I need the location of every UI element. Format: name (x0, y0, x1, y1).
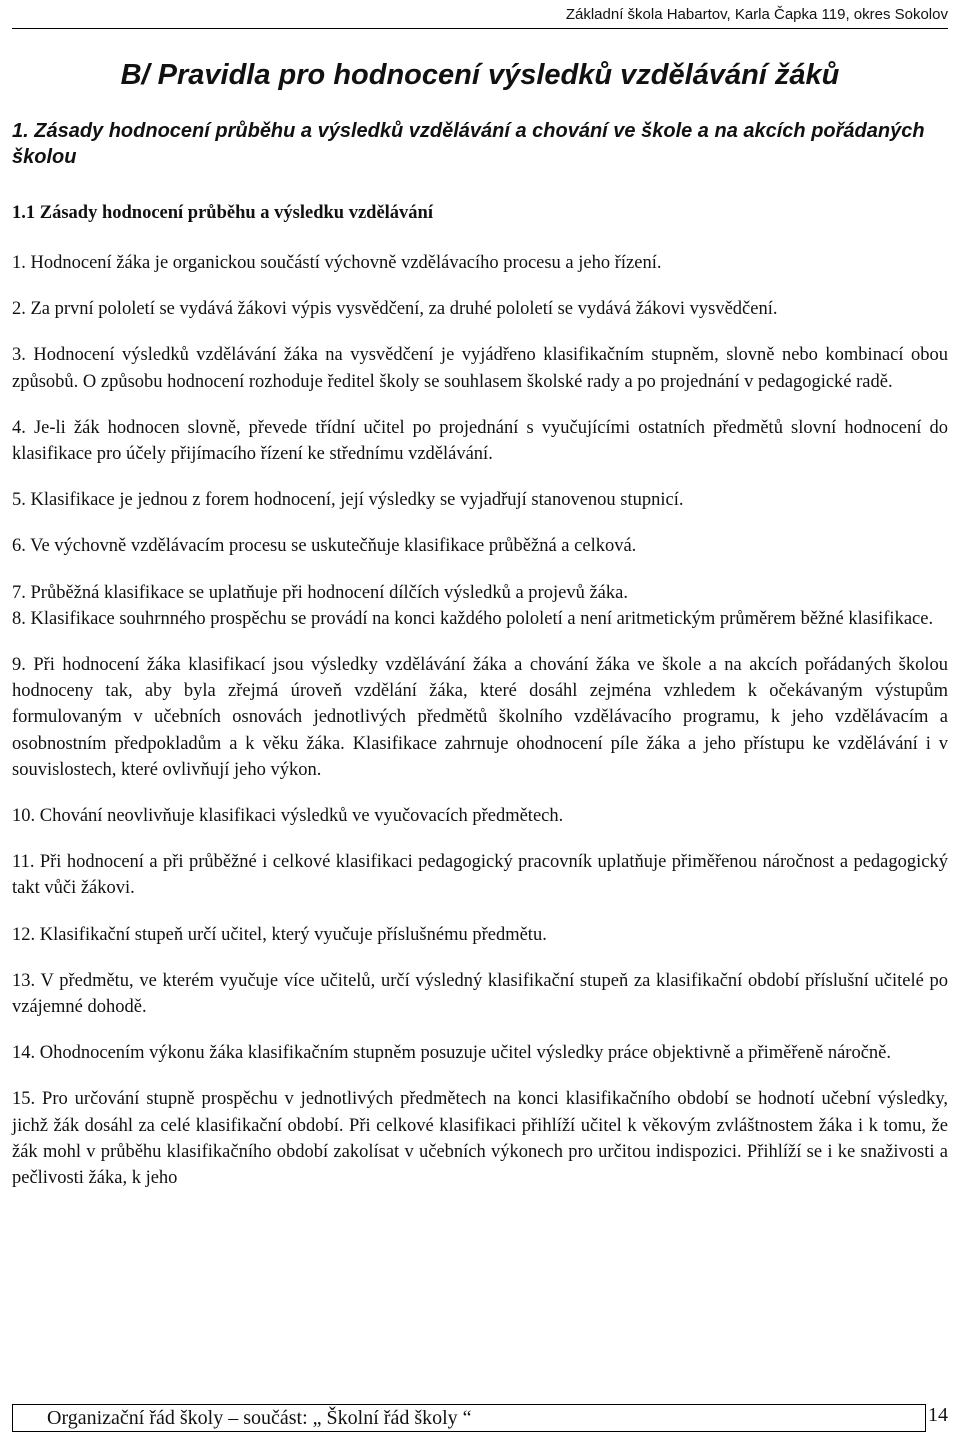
rule-paragraph-13: 13. V předmětu, ve kterém vyučuje více učitelů, určí výsledný klasifikační stupeň za klasifikační období příslušní učitelé po vzájemné dohodě. (12, 970, 948, 1018)
rule-paragraph-11: 11. Při hodnocení a při průběžné i celkové klasifikaci pedagogický pracovník uplatňuje přiměřenou náročnost a pedagogický takt vůči žákovi. (12, 852, 948, 899)
footer-box (12, 1404, 926, 1432)
rule-paragraph-15: 15. Pro určování stupně prospěchu v jednotlivých předmětech na konci klasifikačního období se hodnotí učební výsledky, jichž žák dosáhl za celé klasifikační období. Při celkové klasifikaci přihlíží učitel k věkovým zvláštnostem žáka i k tomu, že žák mohl v průběhu klasifikačního období zakolísat v učebních výkonech pro určitou indispozici. Přihlíží se i ke snaživosti a pečlivosti žáka, k jeho (12, 1089, 948, 1189)
subsection-heading: 1.1 Zásady hodnocení průběhu a výsledku vzdělávání (12, 203, 433, 223)
section-heading: 1. Zásady hodnocení průběhu a výsledků vzdělávání a chování ve škole a na akcích pořádaných školou (12, 120, 925, 168)
rule-paragraph-10: 10. Chování neovlivňuje klasifikaci výsledků ve vyučovacích předmětech. (12, 806, 564, 827)
page-number: 14 (928, 1404, 948, 1426)
rule-paragraph-7: 7. Průběžná klasifikace se uplatňuje při hodnocení dílčích výsledků a projevů žáka. (12, 582, 628, 603)
rule-paragraph-3: 3. Hodnocení výsledků vzdělávání žáka na vysvědčení je vyjádřeno klasifikačním stupněm, slovně nebo kombinací obou způsobů. O způsobu hodnocení rozhoduje ředitel školy se souhlasem školské rady a po projednání v pedagogické radě. (12, 345, 948, 392)
rules-list (12, 250, 948, 1191)
page-footer (12, 1404, 948, 1434)
rule-paragraph-2: 2. Za první pololetí se vydává žákovi výpis vysvědčení, za druhé pololetí se vydává žákovi vysvědčení. (12, 299, 778, 320)
school-name: Základní škola Habartov, Karla Čapka 119, okres Sokolov (565, 6, 948, 23)
page-header (12, 6, 948, 29)
rule-paragraph-6: 6. Ve výchovně vzdělávacím procesu se uskutečňuje klasifikace průběžná a celková. (12, 536, 637, 557)
footer-text: Organizační řád školy – součást: „ Školní řád školy “ (47, 1407, 472, 1429)
rule-paragraph-4: 4. Je-li žák hodnocen slovně, převede třídní učitel po projednání s vyučujícími ostatních předmětů slovní hodnocení do klasifikace pro účely přijímacího řízení ke střednímu vzdělávání. (12, 417, 948, 465)
rule-paragraph-14: 14. Ohodnocením výkonu žáka klasifikačním stupněm posuzuje učitel výsledky práce objektivně a přiměřeně náročně. (12, 1043, 891, 1064)
rule-paragraph-8: 8. Klasifikace souhrnného prospěchu se provádí na konci každého pololetí a není aritmetickým průměrem běžné klasifikace. (12, 608, 934, 629)
rule-paragraph-5: 5. Klasifikace je jednou z forem hodnocení, její výsledky se vyjadřují stanovenou stupnicí. (12, 490, 684, 511)
document-title: B/ Pravidla pro hodnocení výsledků vzdělávání žáků (120, 59, 840, 91)
rule-paragraph-1: 1. Hodnocení žáka je organickou součástí výchovně vzdělávacího procesu a jeho řízení. (12, 253, 662, 273)
rule-paragraph-12: 12. Klasifikační stupeň určí učitel, který vyučuje příslušnému předmětu. (12, 924, 547, 945)
rule-paragraph-9: 9. Při hodnocení žáka klasifikací jsou výsledky vzdělávání žáka a chování žáka ve škole a na akcích pořádaných školou hodnoceny tak, aby byla zřejmá úroveň vzdělání žáka, které dosáhl zejména vzhledem k očekávaným výstupům formulovaným v učebních osnovách jednotlivých předmětů školního vzdělávacího programu, k jeho vzdělávacím a osobnostním předpokladům a k věku žáka. Klasifikace zahrnuje ohodnocení píle žáka a jeho přístupu ke vzdělávání i v souvislostech, které ovlivňují jeho výkon. (12, 655, 948, 780)
